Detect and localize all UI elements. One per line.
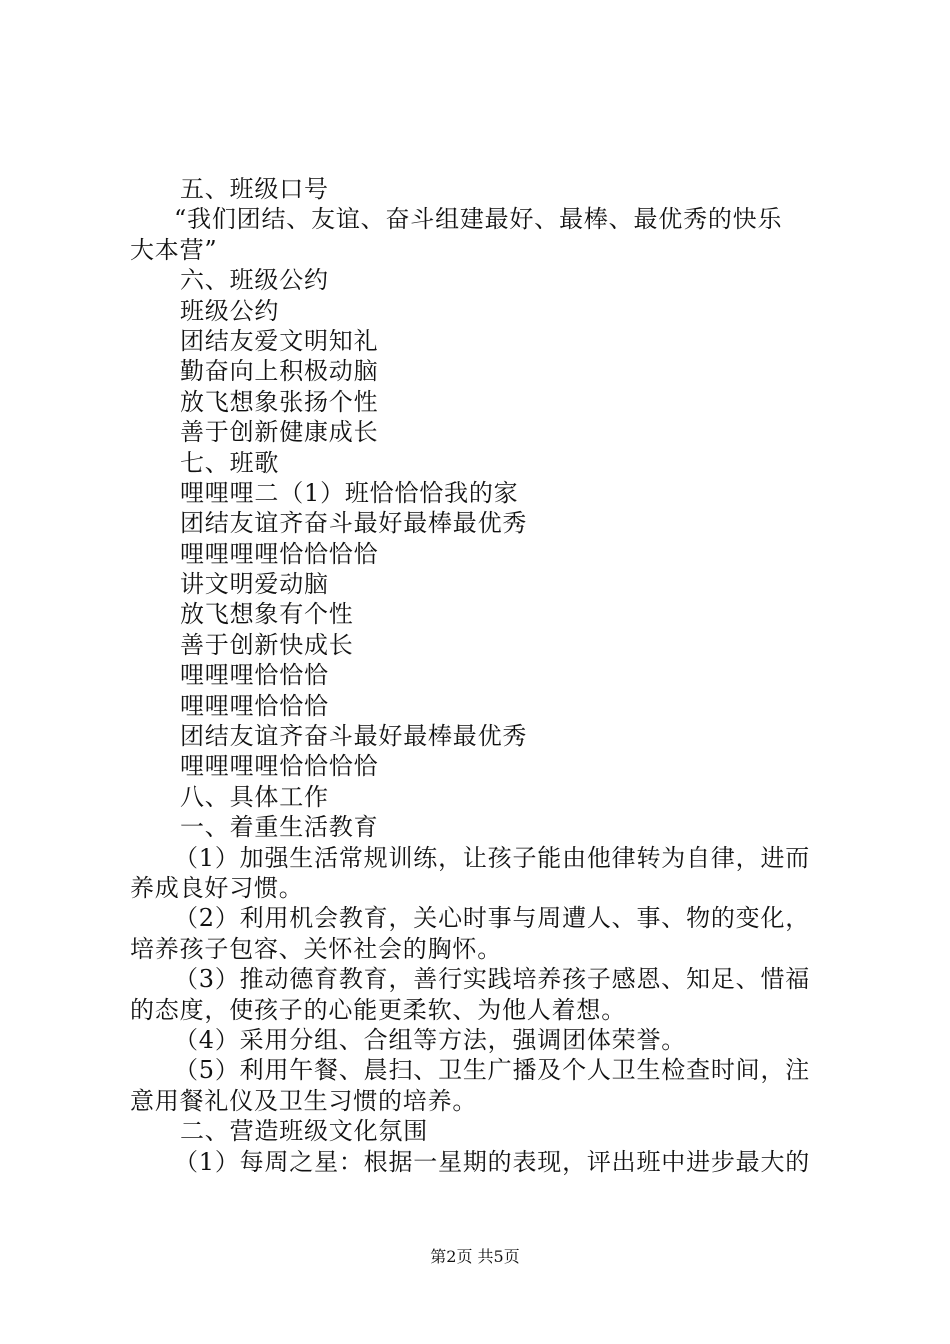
text-line: 勤奋向上积极动脑 bbox=[180, 357, 379, 386]
text-line: 哩哩哩二（1）班恰恰恰我的家 bbox=[180, 478, 519, 507]
text-line: 一、着重生活教育 bbox=[180, 813, 379, 842]
text-line: 二、营造班级文化氛围 bbox=[180, 1117, 428, 1146]
text-line: 的态度，使孩子的心能更柔软、为他人着想。 bbox=[130, 995, 626, 1024]
text-line: 八、具体工作 bbox=[180, 782, 329, 811]
text-line: 六、班级公约 bbox=[180, 266, 329, 295]
text-line: 放飞想象有个性 bbox=[180, 600, 354, 629]
text-line: 团结友谊齐奋斗最好最棒最优秀 bbox=[180, 509, 528, 538]
text-line: 哩哩哩哩恰恰恰恰 bbox=[180, 539, 379, 568]
text-line: （1）加强生活常规训练，让孩子能由他律转为自律，进而 bbox=[174, 843, 811, 872]
text-line: （2）利用机会教育，关心时事与周遭人、事、物的变化， bbox=[174, 904, 811, 933]
page-footer: 第2页 共5页 bbox=[430, 1247, 520, 1266]
text-line: （1）每周之星：根据一星期的表现，评出班中进步最大的 bbox=[174, 1147, 811, 1176]
text-line: 哩哩哩恰恰恰 bbox=[180, 691, 329, 720]
text-line: 大本营” bbox=[130, 235, 218, 264]
text-line: 放飞想象张扬个性 bbox=[180, 387, 379, 416]
text-line: 善于创新健康成长 bbox=[180, 418, 379, 447]
text-line: （3）推动德育教育，善行实践培养孩子感恩、知足、惜福 bbox=[174, 965, 811, 994]
text-line: 培养孩子包容、关怀社会的胸怀。 bbox=[130, 934, 502, 963]
text-line: 养成良好习惯。 bbox=[130, 873, 304, 902]
text-line: 团结友爱文明知礼 bbox=[180, 326, 379, 355]
text-line: “我们团结、友谊、奋斗组建最好、最棒、最优秀的快乐 bbox=[174, 205, 783, 234]
text-line: 班级公约 bbox=[180, 296, 280, 325]
text-line: 哩哩哩恰恰恰 bbox=[180, 661, 329, 690]
text-line: 五、班级口号 bbox=[180, 175, 329, 203]
text-line: 团结友谊齐奋斗最好最棒最优秀 bbox=[180, 722, 528, 751]
text-line: 善于创新快成长 bbox=[180, 630, 354, 659]
text-line: （4）采用分组、合组等方法，强调团体荣誉。 bbox=[174, 1025, 687, 1054]
text-line: 七、班歌 bbox=[180, 448, 280, 477]
text-line: 哩哩哩哩恰恰恰恰 bbox=[180, 752, 379, 781]
text-line: （5）利用午餐、晨扫、卫生广播及个人卫生检查时间，注 bbox=[174, 1056, 811, 1085]
text-line: 讲文明爱动脑 bbox=[180, 570, 329, 599]
text-line: 意用餐礼仪及卫生习惯的培养。 bbox=[130, 1086, 478, 1115]
document-body bbox=[130, 174, 830, 1177]
